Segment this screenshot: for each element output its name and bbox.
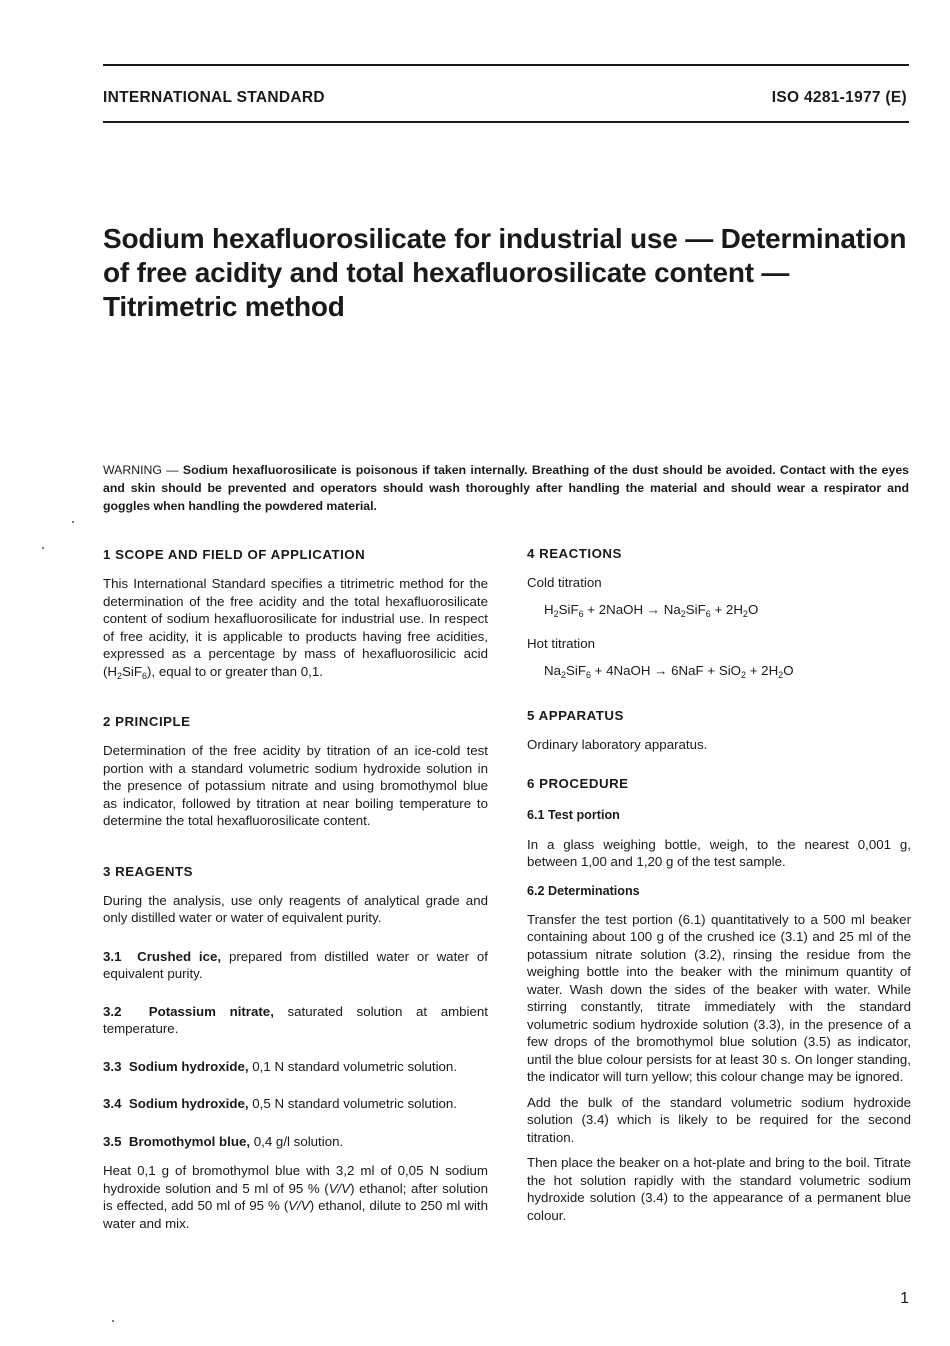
title-line-3: Titrimetric method [103, 291, 345, 322]
reagent-3-4: 3.4 Sodium hydroxide, 0,5 N standard volumetric solution. [103, 1096, 458, 1111]
subsection-6-2-paragraph-2: Add the bulk of the standard volumetric sodium hydroxide solution (3.4) which is likely to be required for the second titration. [527, 1094, 911, 1145]
section-6-heading: 6 PROCEDURE [527, 775, 629, 791]
header-document-number: ISO 4281-1977 (E) [771, 89, 907, 106]
left-column [103, 540, 488, 1232]
warning-text: Sodium hexafluorosilicate is poisonous if taken internally. Breathing of the dust should be avoided. Contact with the eyes and skin should be prevented and operators should wash thoroughly after handling the material and should wear a respirator and goggles when handling the powdered material. [103, 463, 909, 513]
scan-speck [42, 547, 44, 549]
subsection-6-2-paragraph-1: Transfer the test portion (6.1) quantitatively to a 500 ml beaker containing about 100 g of the crushed ice (3.1) and 25 ml of the potassium nitrate solution (3.2), rinsing the residue from the weighing bottle into the beaker with the minimum quantity of water. Wash down the sides of the beaker with water. While stirring constantly, titrate immediately with the standard volumetric sodium hydroxide solution (3.3), in the presence of a few drops of the bromothymol blue solution (3.5) as indicator, until the blue colour persists for at least 30 s. On longer standing, the indicator will turn yellow; this colour change may be ignored. [527, 911, 911, 1084]
header-standard-label: INTERNATIONAL STANDARD [103, 89, 325, 106]
subsection-6-1-text: In a glass weighing bottle, weigh, to the nearest 0,001 g, between 1,00 and 1,20 g of the test sample. [527, 836, 911, 869]
hot-titration-equation: $Na_2SiF_6$ + 4NaOH → $6NaF + SiO_2 + 2H_2O$ [544, 663, 794, 680]
reagent-3-2: 3.2 Potassium nitrate, saturated solution at ambient temperature. [103, 1003, 488, 1036]
section-1-text: This International Standard specifies a titrimetric method for the determination of the free acidity and the total hexafluorosilicate content of sodium hexafluorosilicate for industrial use. In respect of free acidity, it is applicable to products having free acidities, expressed as a percentage by mass of hexafluorosilicic acid $(H_2SiF_6)$, equal to or greater than 0,1. [103, 576, 488, 681]
title-line-2: of free acidity and total hexafluorosilicate content — [103, 257, 790, 288]
subsection-6-2-paragraph-3: Then place the beaker on a hot-plate and bring to the boil. Titrate the hot solution rapidly with the standard volumetric sodium hydroxide solution (3.4) to the appearance of a permanent blue colour. [527, 1155, 911, 1223]
title-line-1: Sodium hexafluorosilicate for industrial use — Determination [103, 223, 907, 254]
scan-speck [112, 1320, 114, 1322]
section-4-heading: 4 REACTIONS [527, 546, 622, 561]
section-2-heading: 2 PRINCIPLE [103, 714, 191, 729]
right-column [527, 540, 911, 1224]
section-3-intro: During the analysis, use only reagents of analytical grade and only distilled water or water of equivalent purity. [103, 892, 488, 925]
reagent-3-5: 3.5 Bromothymol blue, 0,4 g/l solution. [103, 1133, 344, 1149]
section-3-heading: 3 REAGENTS [103, 863, 193, 879]
section-5-heading: 5 APPARATUS [527, 708, 624, 723]
header-top-rule [103, 64, 909, 66]
warning-notice [103, 461, 909, 515]
reagent-3-3: 3.3 Sodium hydroxide, 0,1 N standard volumetric solution. [103, 1058, 458, 1074]
section-2-text: Determination of the free acidity by titration of an ice-cold test portion with a standard volumetric sodium hydroxide solution in the presence of potassium nitrate and using bromothymol blue as indicator, followed by titration at near boiling temperature to determine the total hexafluorosilicate content. [103, 743, 488, 828]
cold-titration-equation: $H_2SiF_6$ + 2NaOH → $Na_2SiF_6 + 2H_2O$ [544, 601, 759, 619]
reagent-3-1: 3.1 Crushed ice, prepared from distilled water or water of equivalent purity. [103, 948, 488, 981]
hot-titration-label: Hot titration [527, 635, 595, 651]
document-title [103, 222, 923, 324]
section-1-heading: 1 SCOPE AND FIELD OF APPLICATION [103, 547, 366, 562]
warning-label: WARNING — [103, 463, 179, 477]
subsection-6-2-heading: 6.2 Determinations [527, 883, 640, 898]
cold-titration-label: Cold titration [527, 575, 602, 590]
page-number: 1 [900, 1290, 909, 1307]
reagent-3-5-preparation: Heat 0,1 g of bromothymol blue with 3,2 ml of 0,05 N sodium hydroxide solution and 5 ml of 95 % (V/V) ethanol; after solution is effected, add 50 ml of 95 % (V/V) ethanol, dilute to 250 ml with water and mix. [103, 1163, 489, 1231]
header-bottom-rule [103, 121, 909, 123]
subsection-6-1-heading: 6.1 Test portion [527, 807, 620, 822]
section-5-text: Ordinary laboratory apparatus. [527, 737, 708, 752]
scan-speck [72, 521, 74, 523]
